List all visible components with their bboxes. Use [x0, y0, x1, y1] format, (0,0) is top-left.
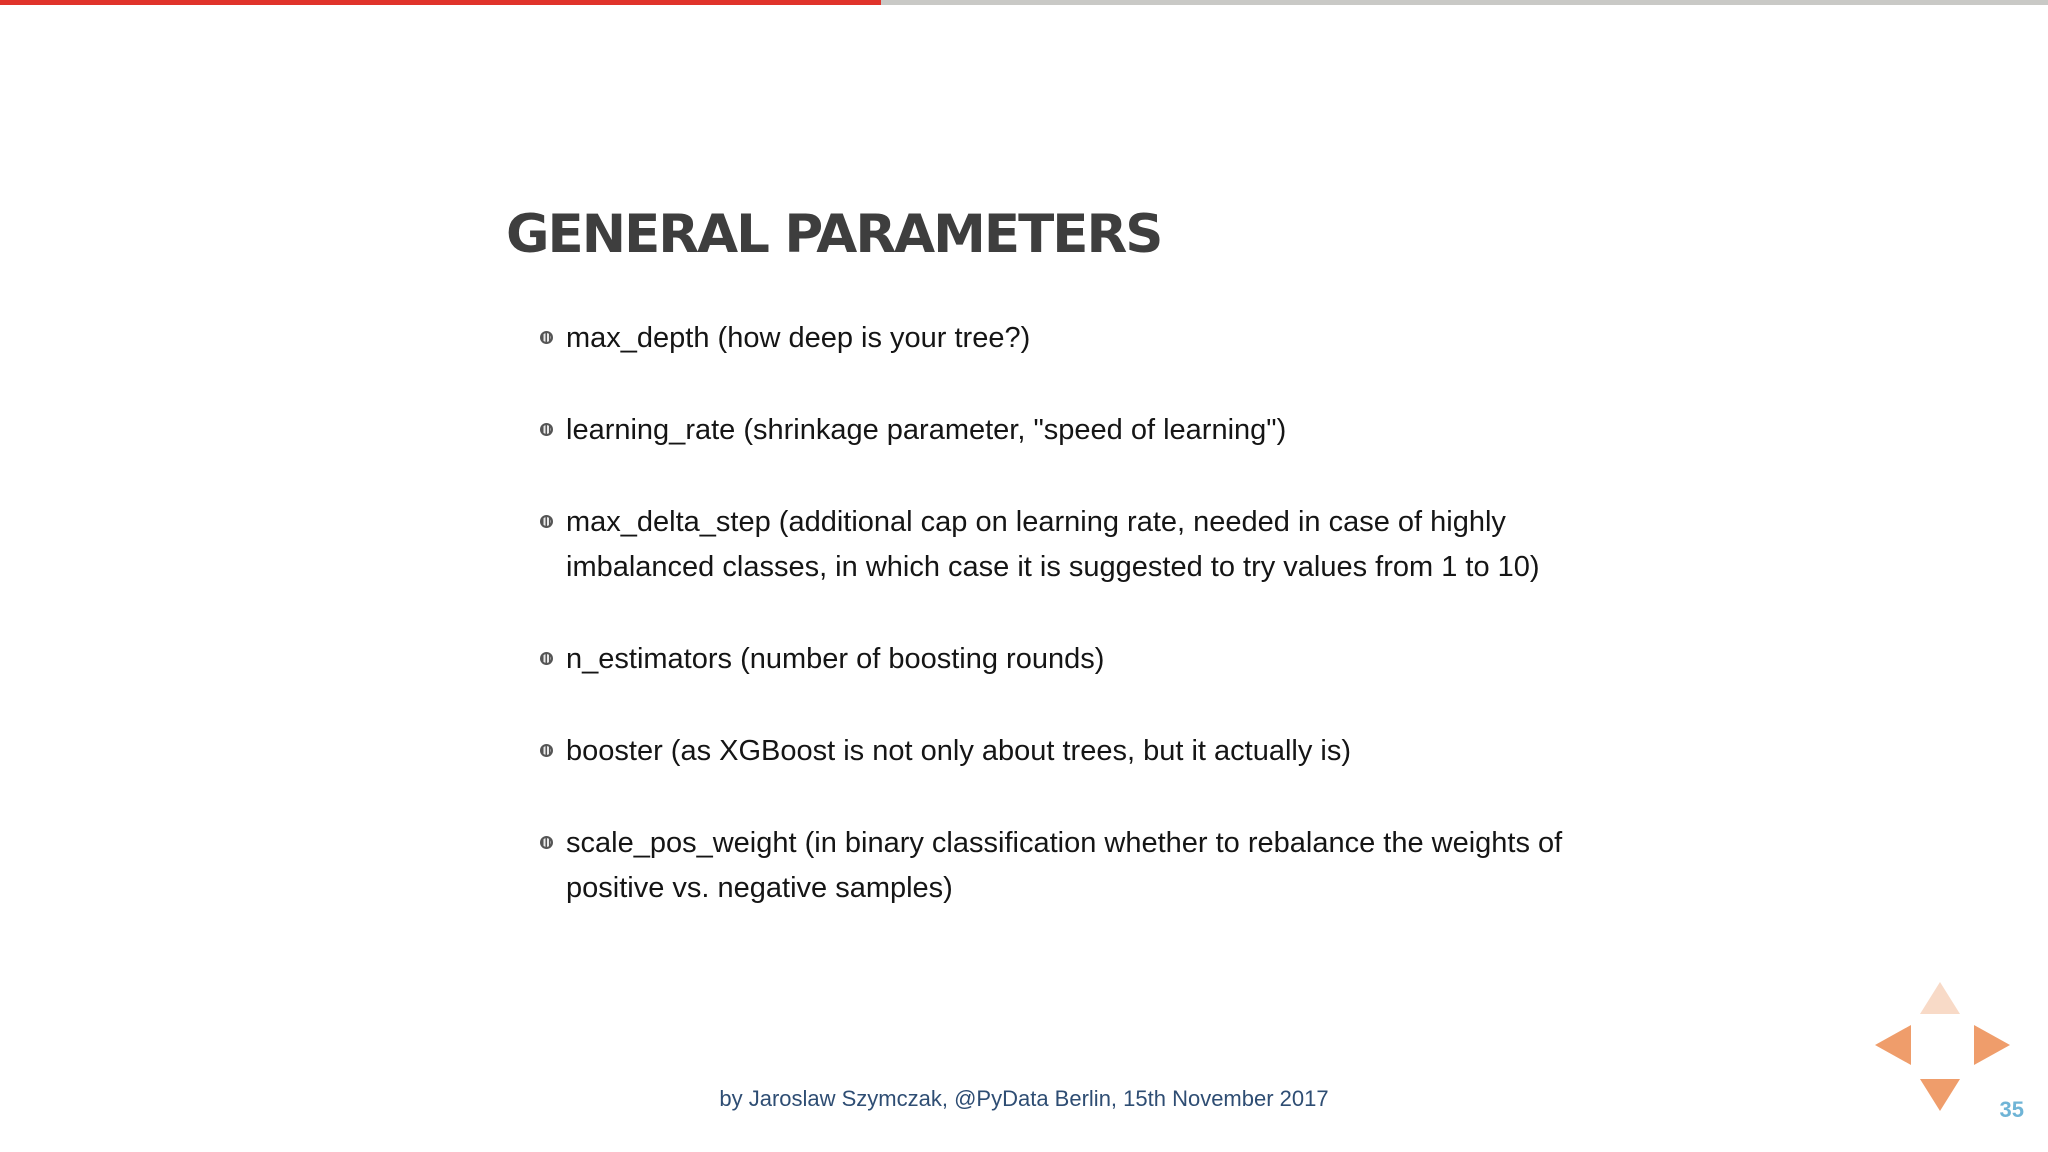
globe-bullet-icon [540, 744, 553, 757]
globe-bullet-icon [540, 515, 553, 528]
list-item [540, 408, 1640, 453]
list-item-text: learning_rate (shrinkage parameter, "speed of learning") [566, 414, 1287, 446]
list-item-text: scale_pos_weight (in binary classification whether to rebalance the weights of positive vs. negative samples) [566, 827, 1563, 904]
list-item [540, 821, 1640, 911]
arrow-down-icon[interactable] [1920, 1079, 1960, 1111]
list-item [540, 729, 1640, 774]
list-item [540, 500, 1640, 590]
globe-bullet-icon [540, 423, 553, 436]
progress-bar-fill [0, 0, 881, 5]
globe-bullet-icon [540, 331, 553, 344]
globe-bullet-icon [540, 836, 553, 849]
list-item-text: n_estimators (number of boosting rounds) [566, 643, 1105, 675]
list-item-text: max_delta_step (additional cap on learning rate, needed in case of highly imbalanced classes, in which case it is suggested to try values from 1 to 10) [566, 506, 1540, 583]
list-item [540, 637, 1640, 682]
globe-bullet-icon [540, 652, 553, 665]
list-item-text: booster (as XGBoost is not only about trees, but it actually is) [566, 735, 1351, 767]
arrow-right-icon[interactable] [1974, 1025, 2010, 1065]
list-item-text: max_depth (how deep is your tree?) [566, 322, 1031, 354]
slide-number: 35 [1999, 1097, 2024, 1122]
list-item [540, 316, 1640, 361]
progress-bar [0, 0, 2048, 5]
slide-title: GENERAL PARAMETERS [506, 204, 1162, 265]
slide-navigation [1870, 975, 2010, 1115]
bullet-list [540, 316, 1640, 911]
arrow-up-icon[interactable] [1920, 982, 1960, 1014]
slide-footer: by Jaroslaw Szymczak, @PyData Berlin, 15th November 2017 [719, 1086, 1329, 1111]
arrow-left-icon[interactable] [1875, 1025, 1911, 1065]
